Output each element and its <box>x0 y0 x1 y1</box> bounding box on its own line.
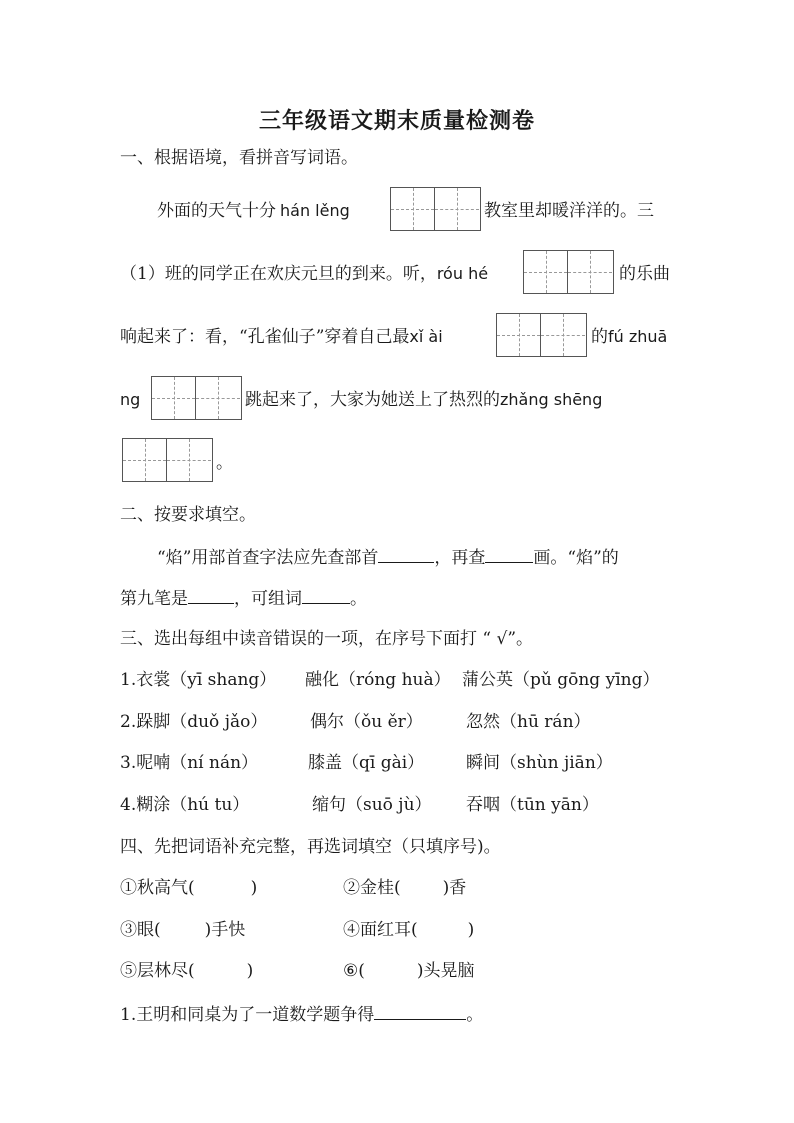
text-segment: ) <box>467 920 475 940</box>
section1-line3-tail <box>591 325 667 349</box>
text-segment: 外面的天气十分 <box>157 201 276 221</box>
grid-cell <box>524 251 568 293</box>
text-segment: 的 <box>591 327 608 347</box>
answer-grid-fuzhuang[interactable] <box>151 376 242 420</box>
section3-row-2-col-3: 忽然（hū rán） <box>466 712 591 732</box>
text-segment: ②金桂( <box>343 878 401 898</box>
section3-row-4-col-2: 缩句（suō jù） <box>312 795 432 815</box>
section2-heading: 二、按要求填空。 <box>120 505 256 525</box>
section4-question-1 <box>120 1001 483 1027</box>
text-segment: ) <box>246 961 254 981</box>
text-segment: ④面红耳( <box>343 920 418 940</box>
answer-blank-ninth-stroke[interactable] <box>188 585 234 604</box>
text-segment: ⑥( <box>343 961 365 981</box>
pinyin-fuzhuang-b: ng <box>120 390 141 409</box>
section3-row-1-col-3: 蒲公英（pǔ gōng yīng） <box>462 670 660 690</box>
text-segment: )手快 <box>204 920 246 940</box>
page-title: 三年级语文期末质量检测卷 <box>258 108 535 134</box>
text-segment: )香 <box>442 878 467 898</box>
section3-row-2-col-1: 2.跺脚（duǒ jǎo） <box>120 712 268 732</box>
section1-line5-end: 。 <box>216 453 233 473</box>
text-segment: )头晃脑 <box>416 961 475 981</box>
text-segment: 1.王明和同桌为了一道数学题争得 <box>120 1005 375 1025</box>
idiom-item-6 <box>343 959 475 983</box>
section1-line1-tail: 教室里却暖洋洋的。三 <box>484 201 654 221</box>
section4-heading: 四、先把词语补充完整，再选词填空（只填序号)。 <box>120 837 501 857</box>
section1-line3-text <box>120 325 443 349</box>
section2-line2 <box>120 585 367 611</box>
text-segment: 第九笔是 <box>120 589 188 609</box>
section3-row-3-col-3: 瞬间（shùn jiān） <box>466 753 613 773</box>
pinyin-rouhe: róu hé <box>436 264 489 283</box>
text-segment: 。 <box>466 1005 484 1025</box>
section3-row-1-col-1: 1.衣裳（yī shang） <box>120 670 277 690</box>
text-segment: ，可组词 <box>234 589 302 609</box>
section3-heading: 三、选出每组中读音错误的一项，在序号下面打 “ √”。 <box>120 629 534 649</box>
section1-line4-tail <box>245 388 602 412</box>
idiom-item-2 <box>343 876 466 900</box>
idiom-item-5 <box>120 959 253 983</box>
grid-cell <box>541 314 585 356</box>
text-segment: 。 <box>350 589 367 609</box>
grid-cell <box>123 439 167 481</box>
section3-row-2-col-2: 偶尔（ǒu ěr） <box>310 712 423 732</box>
text-segment: ⑤层林尽( <box>120 961 195 981</box>
answer-grid-zhangsheng[interactable] <box>122 438 213 482</box>
pinyin-xiai: xǐ ài <box>409 327 443 346</box>
answer-grid-xiai[interactable] <box>496 313 587 357</box>
text-segment: 响起来了：看，“孔雀仙子”穿着自己最 <box>120 327 410 347</box>
section3-row-3-col-1: 3.呢喃（ní nán） <box>120 753 259 773</box>
section1-line1-text <box>157 199 350 223</box>
grid-cell <box>497 314 541 356</box>
text-segment: 跳起来了，大家为她送上了热烈的 <box>245 390 500 410</box>
text-segment: （1）班的同学正在欢庆元旦的到来。听， <box>120 264 437 284</box>
grid-cell <box>152 377 196 419</box>
section3-row-3-col-2: 膝盖（qī gài） <box>308 753 425 773</box>
grid-cell <box>196 377 240 419</box>
idiom-item-3 <box>120 918 245 942</box>
answer-blank-word[interactable] <box>302 585 350 604</box>
section3-row-4-col-1: 4.糊涂（hú tu） <box>120 795 250 815</box>
idiom-item-4 <box>343 918 474 942</box>
pinyin-hanleng: hán lěng <box>280 201 350 220</box>
text-segment: “焰”用部首查字法应先查部首 <box>157 548 379 568</box>
answer-blank-radical[interactable] <box>378 544 434 563</box>
pinyin-zhangsheng: zhǎng shēng <box>500 390 603 409</box>
text-segment: ) <box>250 878 258 898</box>
section1-line2-tail: 的乐曲 <box>619 264 670 284</box>
section1-line2-text <box>120 262 488 286</box>
answer-blank-q1[interactable] <box>374 1001 466 1020</box>
grid-cell <box>391 188 435 230</box>
section2-line1 <box>157 544 619 570</box>
answer-grid-rouhe[interactable] <box>523 250 614 294</box>
grid-cell <box>167 439 211 481</box>
pinyin-fuzhuang-a: fú zhuā <box>608 327 668 346</box>
text-segment: ，再查 <box>434 548 486 568</box>
grid-cell <box>568 251 612 293</box>
section3-row-1-col-2: 融化（róng huà） <box>305 670 451 690</box>
idiom-item-1 <box>120 876 257 900</box>
answer-blank-strokes[interactable] <box>485 544 533 563</box>
section1-line4-head <box>120 388 140 412</box>
text-segment: ③眼( <box>120 920 161 940</box>
answer-grid-hanleng[interactable] <box>390 187 481 231</box>
section3-row-4-col-3: 吞咽（tūn yān） <box>466 795 599 815</box>
grid-cell <box>435 188 479 230</box>
section1-heading: 一、根据语境，看拼音写词语。 <box>120 148 358 168</box>
text-segment: 画。“焰”的 <box>533 548 619 568</box>
text-segment: ①秋高气( <box>120 878 195 898</box>
